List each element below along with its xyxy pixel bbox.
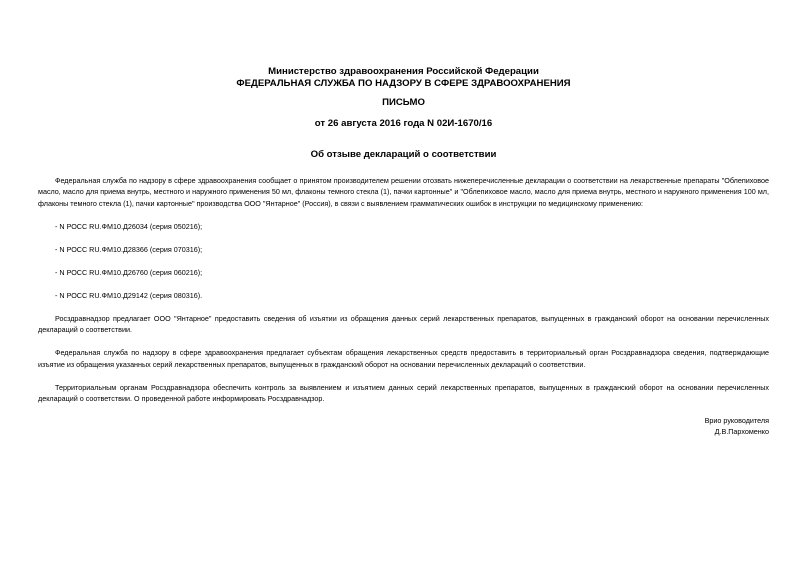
paragraph-subjects: Федеральная служба по надзору в сфере здравоохранения предлагает субъектам обращения лекарственных средств предоставить в территориальный орган Росздравнадзора сведения, подтверждающие изъятие из обращения указанных серий лекарственных препаратов, выпущенных в гражданский оборот на основании перечисленных деклараций о соответствии. xyxy=(38,348,769,369)
paragraph-territorial: Территориальным органам Росздравнадзора обеспечить контроль за выявлением и изъятием данных серий лекарственных препаратов, выпущенных в гражданский оборот на основании перечисленных деклараций о соответствии. О проведенной работе информировать Росздравнадзор. xyxy=(38,382,769,404)
paragraph-manufacturer: Росздравнадзор предлагает ООО "Янтарное" предоставить сведения об изъятии из обращения данных серий лекарственных препаратов, выпущенных в гражданский оборот на основании перечисленных деклараций о соответствии. xyxy=(38,313,769,335)
document-type: ПИСЬМО xyxy=(382,97,425,108)
declaration-item: - N РОСС RU.ФМ10.Д26034 (серия 050216); xyxy=(55,221,203,231)
declaration-item: - N РОСС RU.ФМ10.Д29142 (серия 080316). xyxy=(55,290,203,300)
letterhead xyxy=(0,66,807,90)
declaration-item: - N РОСС RU.ФМ10.Д26760 (серия 060216); xyxy=(55,267,203,277)
signature-block xyxy=(705,415,769,437)
agency-name: ФЕДЕРАЛЬНАЯ СЛУЖБА ПО НАДЗОРУ В СФЕРЕ ЗДРАВООХРАНЕНИЯ xyxy=(236,78,571,89)
signer-position: Врио руководителя xyxy=(704,416,769,425)
document-number: от 26 августа 2016 года N 02И-1670/16 xyxy=(314,118,493,129)
intro-paragraph: Федеральная служба по надзору в сфере здравоохранения сообщает о принятом производителем решении отозвать нижеперечисленные декларации о соответствии на лекарственные препараты "Облепиховое масло, масло для приема внутрь, местного и наружного применения 50 мл, флаконы темного стекла (1), пачки картонные" и "Облепиховое масло, масло для приема внутрь, местного и наружного применения 100 мл, флаконы темного стекла (1), пачки картонные" производства ООО "Янтарное" (Россия), в связи с выявлением грамматических ошибок в инструкции по медицинскому применению: xyxy=(38,176,769,208)
document-subject: Об отзыве деклараций о соответствии xyxy=(310,149,497,160)
document-body xyxy=(38,175,769,416)
signer-name: Д.В.Пархоменко xyxy=(714,427,769,436)
declaration-item: - N РОСС RU.ФМ10.Д28366 (серия 070316); xyxy=(55,244,203,254)
ministry-name: Министерство здравоохранения Российской Федерации xyxy=(268,66,539,77)
